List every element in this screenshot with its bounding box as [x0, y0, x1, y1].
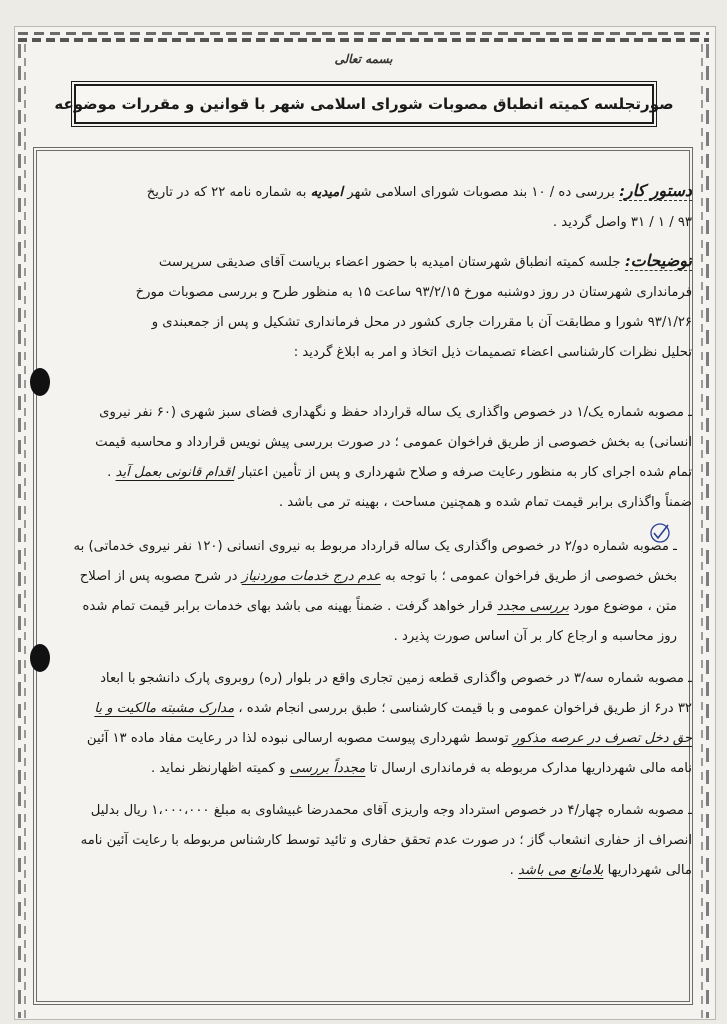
punch-hole-top [30, 368, 50, 396]
resolution-2-underlined-a: عدم درج خدمات موردنیاز [241, 569, 381, 584]
title-box [54, 84, 674, 124]
left-dashed-border [18, 44, 21, 1018]
explanations-line-4: تحلیل نظرات کارشناسی اعضاء تصمیمات ذیل اتخاذ و امر به ابلاغ گردید : [293, 345, 692, 360]
resolution-3-underlined-c: مجدداً بررسی [289, 761, 366, 776]
resolution-2-line-3 [72, 592, 677, 622]
resolution-2-underlined-b: بررسی مجدد [497, 599, 569, 614]
right-dashed-border [706, 44, 709, 1018]
resolution-1 [72, 398, 692, 518]
top-dashed-border [18, 32, 709, 46]
agenda-text-b: به شماره نامه ۲۲ که در تاریخ [146, 185, 307, 200]
resolution-3-text-a: ۳۲ در۶ از طریق فراخوان عمومی و با قیمت کارشناسی ؛ طبق بررسی انجام شده ، [238, 701, 692, 716]
agenda-label: دستور کار: [618, 181, 692, 200]
agenda-line-2: ۹۳ / ۱ / ۳۱ واصل گردید . [552, 215, 692, 230]
resolution-2-text-d: قرار خواهد گرفت . ضمناً بهینه می باشد بهای خدمات برابر قیمت تمام شده [82, 599, 493, 614]
resolution-4-line-1: ـ مصوبه شماره چهار/۴ در خصوص استرداد وجه واریزی آقای محمدرضا غبیشاوی به مبلغ ۱،۰۰۰،۰۰۰ ریال بدلیل [90, 803, 692, 818]
right-dashed-border-inner [701, 44, 703, 1018]
resolution-3-line-3 [72, 724, 692, 754]
agenda-city: امیدیه [310, 185, 343, 200]
resolution-1-underlined: اقدام قانونی بعمل آید [115, 465, 235, 480]
agenda-text-a: بررسی ده / ۱۰ بند مصوبات شورای اسلامی شهر [347, 185, 615, 200]
resolution-3 [72, 664, 692, 784]
explanations-line-2: فرمانداری شهرستان در روز دوشنبه مورخ ۹۳/۲/۱۵ ساعت ۱۵ به منظور طرح و بررسی مصوبات مورخ [135, 285, 692, 300]
explanations-line-1 [72, 246, 692, 278]
left-dashed-border-inner [24, 44, 26, 1018]
explanations-text-1: جلسه کمیته انطباق شهرستان امیدیه با حضور اعضاء بریاست آقای صدیقی سرپرست [158, 255, 621, 270]
resolution-4-text-a: مالی شهرداریها [607, 863, 692, 878]
resolution-4-underlined: بلامانع می باشد [518, 863, 604, 878]
resolution-1-line-4: ضمناً واگذاری برابر قیمت تمام شده و همچنین مساحت ، بهینه تر می باشد . [278, 495, 692, 510]
resolution-2-line-1: ـ مصوبه شماره دو/۲ در خصوص واگذاری یک ساله قرارداد مربوط به نیروی انسانی (۱۲۰ نفر نیروی خدماتی) به [73, 539, 677, 554]
resolution-4 [72, 796, 692, 886]
resolution-1-text-b: . [107, 465, 112, 480]
resolution-3-underlined-a: مدارک مشبته مالکیت و یا [94, 701, 235, 716]
resolution-2-line-2 [72, 562, 677, 592]
resolution-3-text-b: توسط شهرداری پیوست مصوبه ارسالی نبوده لذا در رعایت مفاد ماده ۱۳ آئین [86, 731, 509, 746]
resolution-2 [72, 532, 677, 652]
resolution-2-text-b: در شرح مصوبه پس از اصلاح [79, 569, 238, 584]
resolution-4-text-b: . [509, 863, 514, 878]
resolution-3-text-c: نامه مالی شهرداریها مدارک مربوطه به فرمانداری ارسال تا [369, 761, 692, 776]
resolution-4-line-2: انصراف از حفاری انشعاب گاز ؛ در صورت عدم تحقق حفاری و تائید توسط کارشناس مربوطه با رعایت آئین نامه [80, 833, 692, 848]
punch-hole-bottom [30, 644, 50, 672]
explanations-section [72, 246, 692, 368]
explanations-label: توضیحات: [624, 251, 692, 270]
agenda-section [72, 176, 692, 238]
resolution-1-line-3 [72, 458, 692, 488]
resolution-3-line-4 [72, 754, 692, 784]
resolution-3-underlined-b: حق دخل تصرف در عرصه مذکور [512, 731, 692, 746]
resolution-2-text-a: بخش خصوصی از طریق فراخوان عمومی ؛ با توجه به [384, 569, 677, 584]
bismillah-header: بسمه تعالی [334, 52, 393, 66]
resolution-1-line-1: ـ مصوبه شماره یک/۱ در خصوص واگذاری یک ساله قرارداد حفظ و نگهداری فضای سبز شهری (۶۰ نفر نیروی [99, 405, 692, 420]
agenda-line-1 [72, 176, 692, 208]
resolution-2-text-c: متن ، موضوع مورد [573, 599, 677, 614]
resolution-2-line-4: روز محاسبه و ارجاع کار بر آن اساس صورت پذیرد . [393, 629, 677, 644]
resolution-4-line-3 [72, 856, 692, 886]
resolution-1-text-a: تمام شده اجرای کار به منظور رعایت صرفه و صلاح شهرداری و پس از تأمین اعتبار [238, 465, 692, 480]
resolution-3-text-d: و کمیته اظهارنظر نماید . [150, 761, 286, 776]
document-title: صورتجلسه کمیته انطباق مصوبات شورای اسلامی شهر با قوانین و مقررات موضوعه [54, 95, 674, 113]
resolution-3-line-2 [72, 694, 692, 724]
resolution-3-line-1: ـ مصوبه شماره سه/۳ در خصوص واگذاری قطعه زمین تجاری واقع در بلوار (ره) روبروی پارک دانشجو با ابعاد [100, 671, 692, 686]
explanations-line-3: ۹۳/۱/۲۶ شورا و مطابقت آن با مقررات جاری کشور در محل فرمانداری تشکیل و پس از جمعبندی و [151, 315, 692, 330]
resolution-1-line-2: انسانی) به بخش خصوصی از طریق فراخوان عمومی ؛ در صورت بررسی پیش نویس قرارداد و محاسبه قیمت [95, 435, 692, 450]
